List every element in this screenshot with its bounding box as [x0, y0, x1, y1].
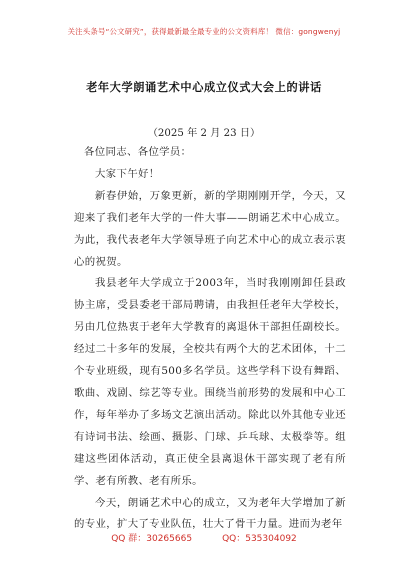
- body-paragraph: 今天，朗诵艺术中心的成立，又为老年大学增加了新的专业，扩大了专业队伍，壮大了骨干力量。进而为老年: [74, 496, 346, 531]
- document-date: （2025 年 2 月 23 日）: [147, 128, 261, 139]
- qq-number: 535304092: [245, 534, 297, 544]
- salutation-line: 各位同志、各位学员：: [84, 146, 192, 158]
- greeting-line: 大家下午好！: [95, 167, 160, 180]
- footer-contact: [0, 531, 408, 544]
- body-paragraph: 我县老年大学成立于2003年，当时我刚刚卸任县政协主席，受县委老干部局聘请，由我担任老年大学校长，另由几位热衷于老年大学教育的离退休干部担任副校长。经过二十多年的发展，全校共有两个大的艺术团体，十二个专业班级，现有500多名学员。这些学科下设有舞蹈、歌曲、戏剧、综艺等专业。围绕当前形势的发展和中心工作，每年举办了多场文艺演出活动。除此以外其他专业还有诗词书法、绘画、摄影、门球、乒乓球、太极拳等。组建这些团体活动，真正使全县离退休干部实现了老有所学、老有所教、老有所乐。: [74, 277, 346, 487]
- header-promo-note: 关注头条号“公文研究”，获得最新最全最专业的公文资料库！ 微信：gongwenyj: [67, 27, 341, 36]
- document-title: 老年大学朗诵艺术中心成立仪式大会上的讲话: [86, 80, 322, 94]
- body-paragraph: 新春伊始，万象更新，新的学期刚刚开学，今天，又迎来了我们老年大学的一件大事——朗诵艺术中心成立。为此，我代表老年大学领导班子向艺术中心的成立表示衷心的祝贺。: [74, 189, 346, 268]
- qq-group-number: 30265665: [146, 534, 193, 544]
- qq-label: QQ：: [222, 534, 246, 544]
- document-body: [74, 142, 346, 536]
- qq-group-label: QQ 群：: [111, 534, 147, 544]
